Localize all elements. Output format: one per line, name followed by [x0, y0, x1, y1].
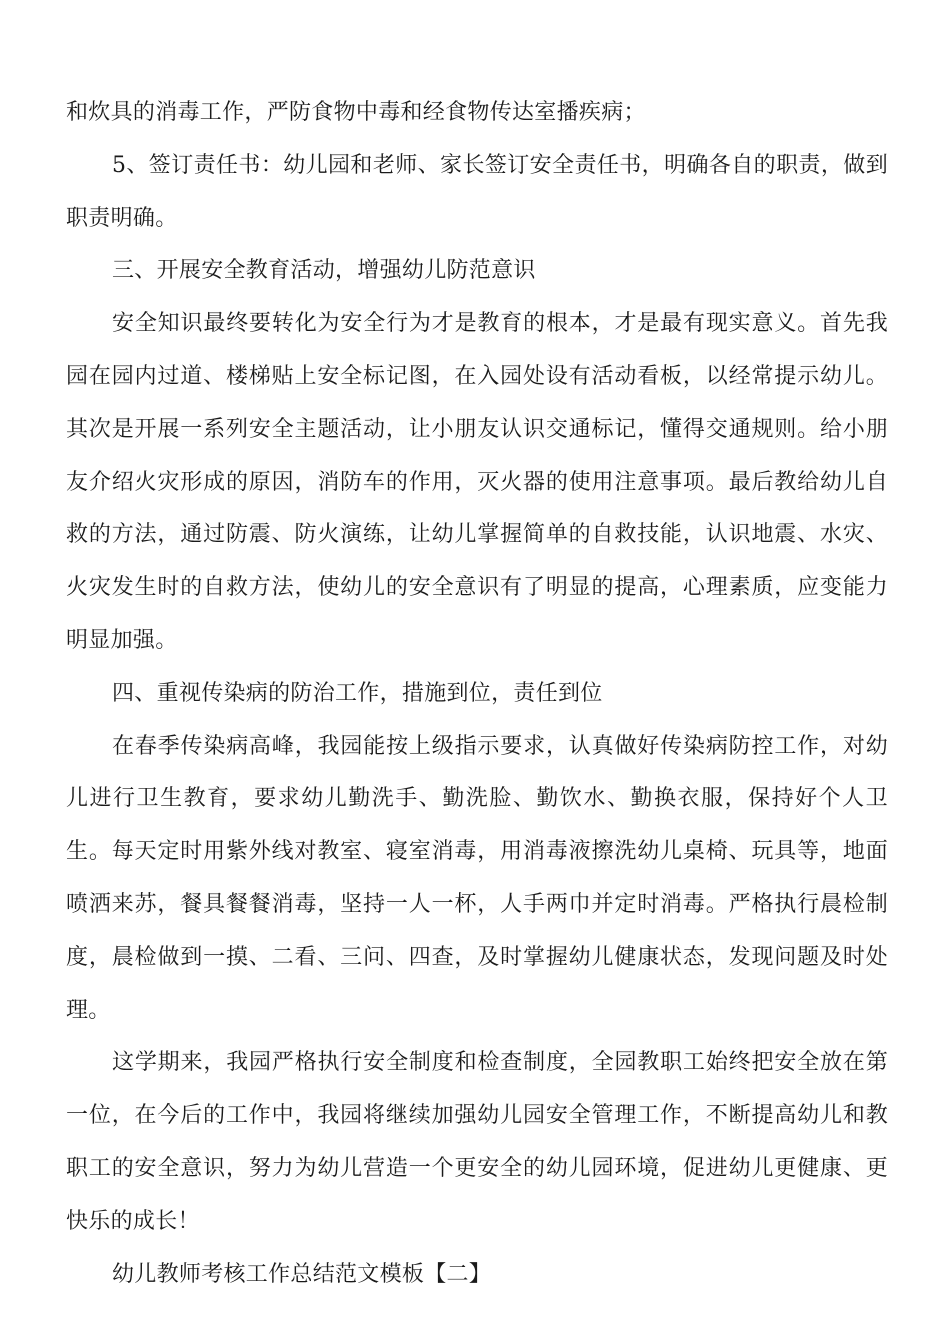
document-body — [66, 87, 888, 1301]
paragraph-continuation: 和炊具的消毒工作，严防食物中毒和经食物传达室播疾病； — [66, 100, 646, 125]
paragraph-disease-prevention: 在春季传染病高峰，我园能按上级指示要求，认真做好传染病防控工作，对幼儿进行卫生教育，要求幼儿勤洗手、勤洗脸、勤饮水、勤换衣服，保持好个人卫生。每天定时用紫外线对教室、寝室消毒，用消毒液擦洗幼儿桌椅、玩具等，地面喷洒来苏，餐具餐餐消毒，坚持一人一杯，人手两巾并定时消毒。严格执行晨检制度，晨检做到一摸、二看、三问、四查，及时掌握幼儿健康状态，发现问题及时处理。 — [66, 733, 888, 1023]
paragraph-responsibility-letter: 5、签订责任书：幼儿园和老师、家长签订安全责任书，明确各自的职责，做到职责明确。 — [66, 152, 888, 231]
section-heading-3: 三、开展安全教育活动，增强幼儿防范意识 — [112, 258, 536, 284]
paragraph-conclusion: 这学期来，我园严格执行安全制度和检查制度，全园教职工始终把安全放在第一位，在今后的工作中，我园将继续加强幼儿园安全管理工作，不断提高幼儿和教职工的安全意识，努力为幼儿营造一个更安全的幼儿园环境，促进幼儿更健康、更快乐的成长！ — [66, 1050, 888, 1234]
paragraph-safety-education: 安全知识最终要转化为安全行为才是教育的根本，才是最有现实意义。首先我园在园内过道、楼梯贴上安全标记图，在入园处设有活动看板，以经常提示幼儿。其次是开展一系列安全主题活动，让小朋友认识交通标记，懂得交通规则。给小朋友介绍火灾形成的原因，消防车的作用，灭火器的使用注意事项。最后教给幼儿自救的方法，通过防震、防火演练，让幼儿掌握简单的自救技能，认识地震、水灾、火灾发生时的自救方法，使幼儿的安全意识有了明显的提高，心理素质，应变能力明显加强。 — [66, 311, 888, 653]
section-heading-4: 四、重视传染病的防治工作，措施到位，责任到位 — [112, 680, 603, 706]
next-section-title: 幼儿教师考核工作总结范文模板【二】 — [112, 1261, 492, 1287]
